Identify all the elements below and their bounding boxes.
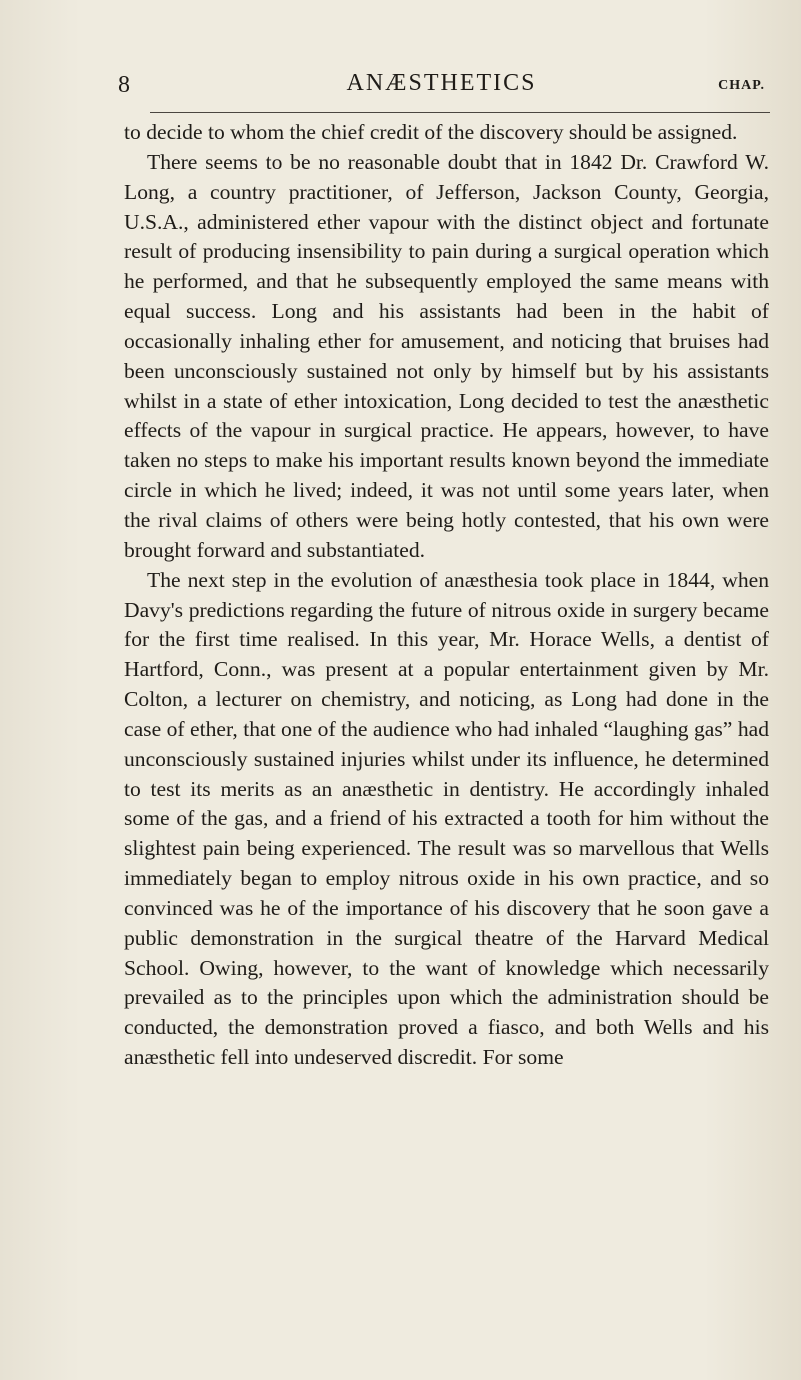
body-text: [124, 118, 769, 1073]
page-number: 8: [118, 72, 130, 98]
header-rule: [150, 112, 770, 113]
paragraph-wells-nitrous-oxide: The next step in the evolution of anæsthesia took place in 1844, when Davy's predictions regarding the future of nitrous oxide in surgery became for the first time realised. In this year, Mr. Horace Wells, a dentist of Hartford, Conn., was present at a popular entertainment given by Mr. Colton, a lecturer on chemistry, and noticing, as Long had done in the case of ether, that one of the audience who had inhaled “laughing gas” had unconsciously sustained injuries whilst under its influence, he determined to test its merits as an anæsthetic in dentistry. He accordingly inhaled some of the gas, and a friend of his extracted a tooth for him without the slightest pain being experienced. The result was so marvellous that Wells immediately began to employ nitrous oxide in his own practice, and so convinced was he of the importance of his discovery that he soon gave a public demonstration in the surgical theatre of the Harvard Medical School. Owing, however, to the want of knowledge which necessarily prevailed as to the principles upon which the administration should be conducted, the demonstration proved a fiasco, and both Wells and his anæsthetic fell into undeserved discredit. For some: [124, 567, 769, 1070]
paragraph-long-discovery: There seems to be no reasonable doubt that in 1842 Dr. Crawford W. Long, a country practitioner, of Jefferson, Jackson County, Georgia, U.S.A., administered ether vapour with the distinct object and fortunate result of producing insensibility to pain during a surgical operation which he performed, and that he subsequently employed the same means with equal success. Long and his assistants had been in the habit of occasionally inhaling ether for amusement, and noticing that bruises had been unconsciously sustained not only by himself but by his assistants whilst in a state of ether intoxication, Long decided to test the anæsthetic effects of the vapour in surgical practice. He appears, however, to have taken no steps to make his important results known beyond the immediate circle in which he lived; indeed, it was not until some years later, when the rival claims of others were being hotly contested, that his own were brought forward and substantiated.: [124, 149, 769, 562]
running-title: ANÆSTHETICS: [346, 70, 537, 96]
page-header: [118, 62, 765, 108]
chapter-label: CHAP.: [718, 78, 765, 93]
paragraph-continuation: to decide to whom the chief credit of the discovery should be assigned.: [124, 120, 738, 144]
